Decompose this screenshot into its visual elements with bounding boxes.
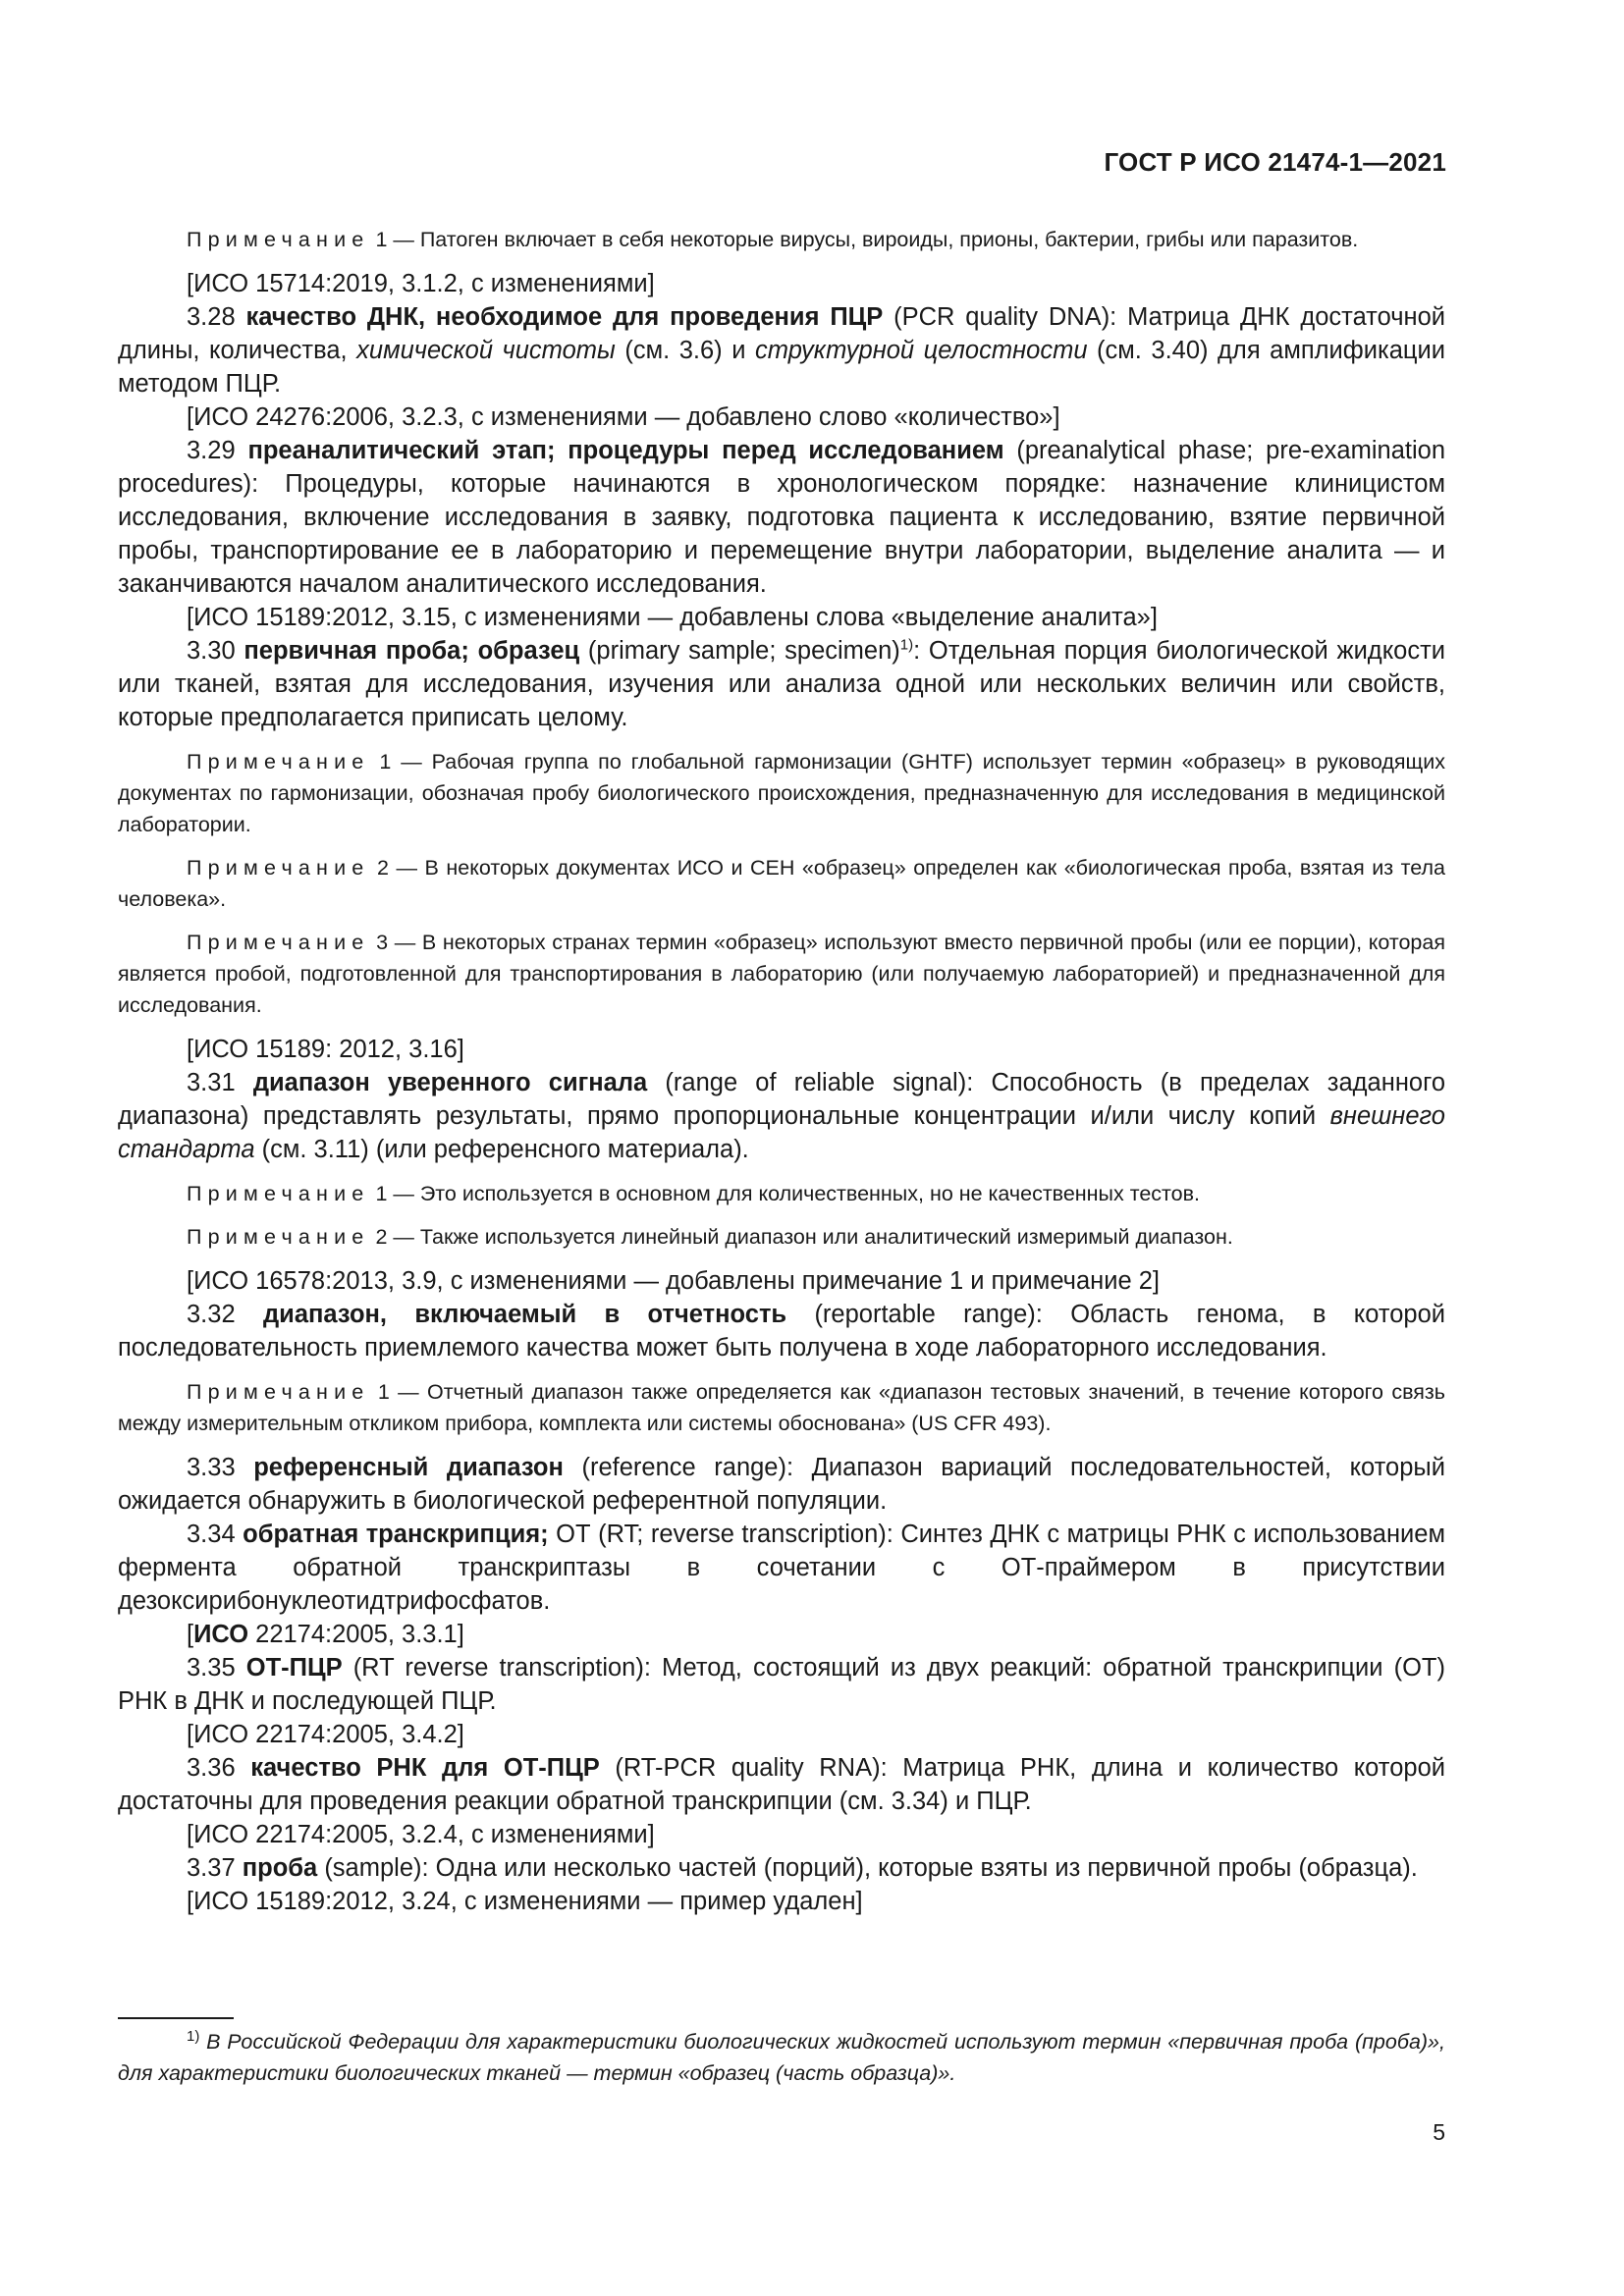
source-reference: [ИСО 15189:2012, 3.15, с изменениями — добавлены слова «выделение аналита»] bbox=[187, 604, 1158, 631]
note-paragraph: Примечание 1 — Это используется в основном для количественных, но не качественных тестов. bbox=[187, 1182, 1200, 1205]
term-name: диапазон, включаемый в отчетность bbox=[262, 1301, 787, 1328]
document-code-header: ГОСТ Р ИСО 21474-1—2021 bbox=[1104, 147, 1446, 177]
term-definition-3-33: 3.33 референсный диапазон (reference range): Диапазон вариаций последовательностей, который ожидается обнаружить в биологической референтной популяции. bbox=[118, 1454, 1445, 1515]
term-definition-3-35: 3.35 ОТ-ПЦР (RT reverse transcription): Метод, состоящий из двух реакций: обратной транскрипции (ОТ) РНК в ДНК и последующей ПЦР. bbox=[118, 1654, 1445, 1715]
term-name: преаналитический этап; процедуры перед исследованием bbox=[247, 437, 1004, 464]
source-reference: [ИСО 22174:2005, 3.4.2] bbox=[187, 1721, 464, 1748]
term-name: качество ДНК, необходимое для проведения ПЦР bbox=[245, 303, 884, 331]
footnote-divider bbox=[118, 2017, 234, 2019]
term-name: ОТ-ПЦР bbox=[245, 1654, 343, 1682]
term-name: первичная проба; образец bbox=[244, 637, 580, 665]
term-name: референсный диапазон bbox=[253, 1454, 564, 1481]
term-definition-3-28: 3.28 качество ДНК, необходимое для проведения ПЦР (PCR quality DNA): Матрица ДНК достаточной длины, количества, химической чистоты (см. 3.6) и структурной целостности (см. 3.40) для амплификации методом ПЦР. bbox=[118, 303, 1446, 398]
note-paragraph: Примечание 2 — Также используется линейный диапазон или аналитический измеримый диапазон. bbox=[187, 1225, 1233, 1249]
source-reference: [ИСО 24276:2006, 3.2.3, с изменениями — добавлено слово «количество»] bbox=[187, 403, 1060, 431]
page-number: 5 bbox=[1433, 2119, 1445, 2145]
term-definition-3-31: 3.31 диапазон уверенного сигнала (range of reliable signal): Способность (в пределах заданного диапазона) представлять результаты, прямо пропорциональные концентрации и/или числу копий внешнего стандарта (см. 3.11) (или референсного материала). bbox=[118, 1069, 1446, 1163]
note-paragraph: Примечание 1 — Отчетный диапазон также определяется как «диапазон тестовых значений, в течение которого связь между измерительным откликом прибора, комплекта или системы обоснована» (US CFR 493). bbox=[118, 1380, 1445, 1435]
term-definition-3-30: 3.30 первичная проба; образец (primary sample; specimen)$^{1)}$: Отдельная порция биологической жидкости или тканей, взятая для исследования, изучения или анализа одной или нескольких величин или свойств, которые предполагается приписать целому. bbox=[118, 636, 1445, 731]
document-body bbox=[118, 224, 1445, 1918]
source-reference: [ИСО 15189: 2012, 3.16] bbox=[187, 1036, 464, 1063]
footnote-reference: 1) bbox=[899, 636, 914, 654]
term-name: диапазон уверенного сигнала bbox=[252, 1069, 648, 1096]
note-paragraph: Примечание 1 — Патоген включает в себя некоторые вирусы, вироиды, прионы, бактерии, грибы или паразитов. bbox=[187, 228, 1359, 251]
source-reference: [ИСО 15714:2019, 3.1.2, с изменениями] bbox=[187, 270, 655, 297]
note-label: Примечание bbox=[187, 228, 370, 251]
source-reference: [ИСО 22174:2005, 3.3.1] bbox=[187, 1621, 464, 1648]
term-definition-3-37: 3.37 проба (sample): Одна или несколько частей (порций), которые взяты из первичной пробы (образца). bbox=[187, 1854, 1418, 1882]
term-name: обратная транскрипция; bbox=[243, 1521, 549, 1548]
note-paragraph: Примечание 2 — В некоторых документах ИСО и СЕН «образец» определен как «биологическая проба, взятая из тела человека». bbox=[118, 856, 1445, 911]
term-name: качество РНК для ОТ-ПЦР bbox=[250, 1754, 600, 1782]
term-definition-3-32: 3.32 диапазон, включаемый в отчетность (reportable range): Область генома, в которой последовательность приемлемого качества может быть получена в ходе лабораторного исследования. bbox=[118, 1301, 1446, 1362]
term-definition-3-29: 3.29 преаналитический этап; процедуры перед исследованием (preanalytical phase; pre-examination procedures): Процедуры, которые начинаются в хронологическом порядке: назначение клиницистом исследования, включение исследования в заявку, подготовка пациента к исследованию, взятие первичной пробы, транспортирование ее в лабораторию и перемещение внутри лаборатории, выделение аналита — и заканчиваются началом аналитического исследования. bbox=[118, 437, 1446, 598]
footnote bbox=[118, 2026, 1445, 2089]
note-paragraph: Примечание 1 — Рабочая группа по глобальной гармонизации (GHTF) использует термин «образец» в руководящих документах по гармонизации, обозначая пробу биологического происхождения, предназначенную для исследования в медицинской лаборатории. bbox=[118, 750, 1445, 836]
footnote-text: В Российской Федерации для характеристики биологических жидкостей используют термин «первичная проба (проба)», для характеристики биологических тканей — термин «образец (часть образца)». bbox=[118, 2030, 1445, 2085]
note-paragraph: Примечание 3 — В некоторых странах термин «образец» используют вместо первичной пробы (или ее порции), которая является пробой, подготовленной для транспортирования в лабораторию (или получаемую лабораторией) и предназначенной для исследования. bbox=[118, 931, 1445, 1017]
term-definition-3-36: 3.36 качество РНК для ОТ-ПЦР (RT-PCR quality RNA): Матрица РНК, длина и количество которой достаточны для проведения реакции обратной транскрипции (см. 3.34) и ПЦР. bbox=[118, 1754, 1445, 1815]
source-reference: [ИСО 15189:2012, 3.24, с изменениями — пример удален] bbox=[187, 1888, 863, 1915]
term-name: проба bbox=[242, 1854, 318, 1882]
source-reference: [ИСО 22174:2005, 3.2.4, с изменениями] bbox=[187, 1821, 655, 1848]
term-definition-3-34: 3.34 обратная транскрипция; ОТ (RT; reverse transcription): Синтез ДНК с матрицы РНК с использованием фермента обратной транскриптазы в сочетании с ОТ-праймером в присутствии дезоксирибонуклеотидтрифосфатов. bbox=[118, 1521, 1445, 1615]
source-reference: [ИСО 16578:2013, 3.9, с изменениями — добавлены примечание 1 и примечание 2] bbox=[187, 1267, 1160, 1295]
footnote-mark: 1) bbox=[187, 2027, 200, 2045]
